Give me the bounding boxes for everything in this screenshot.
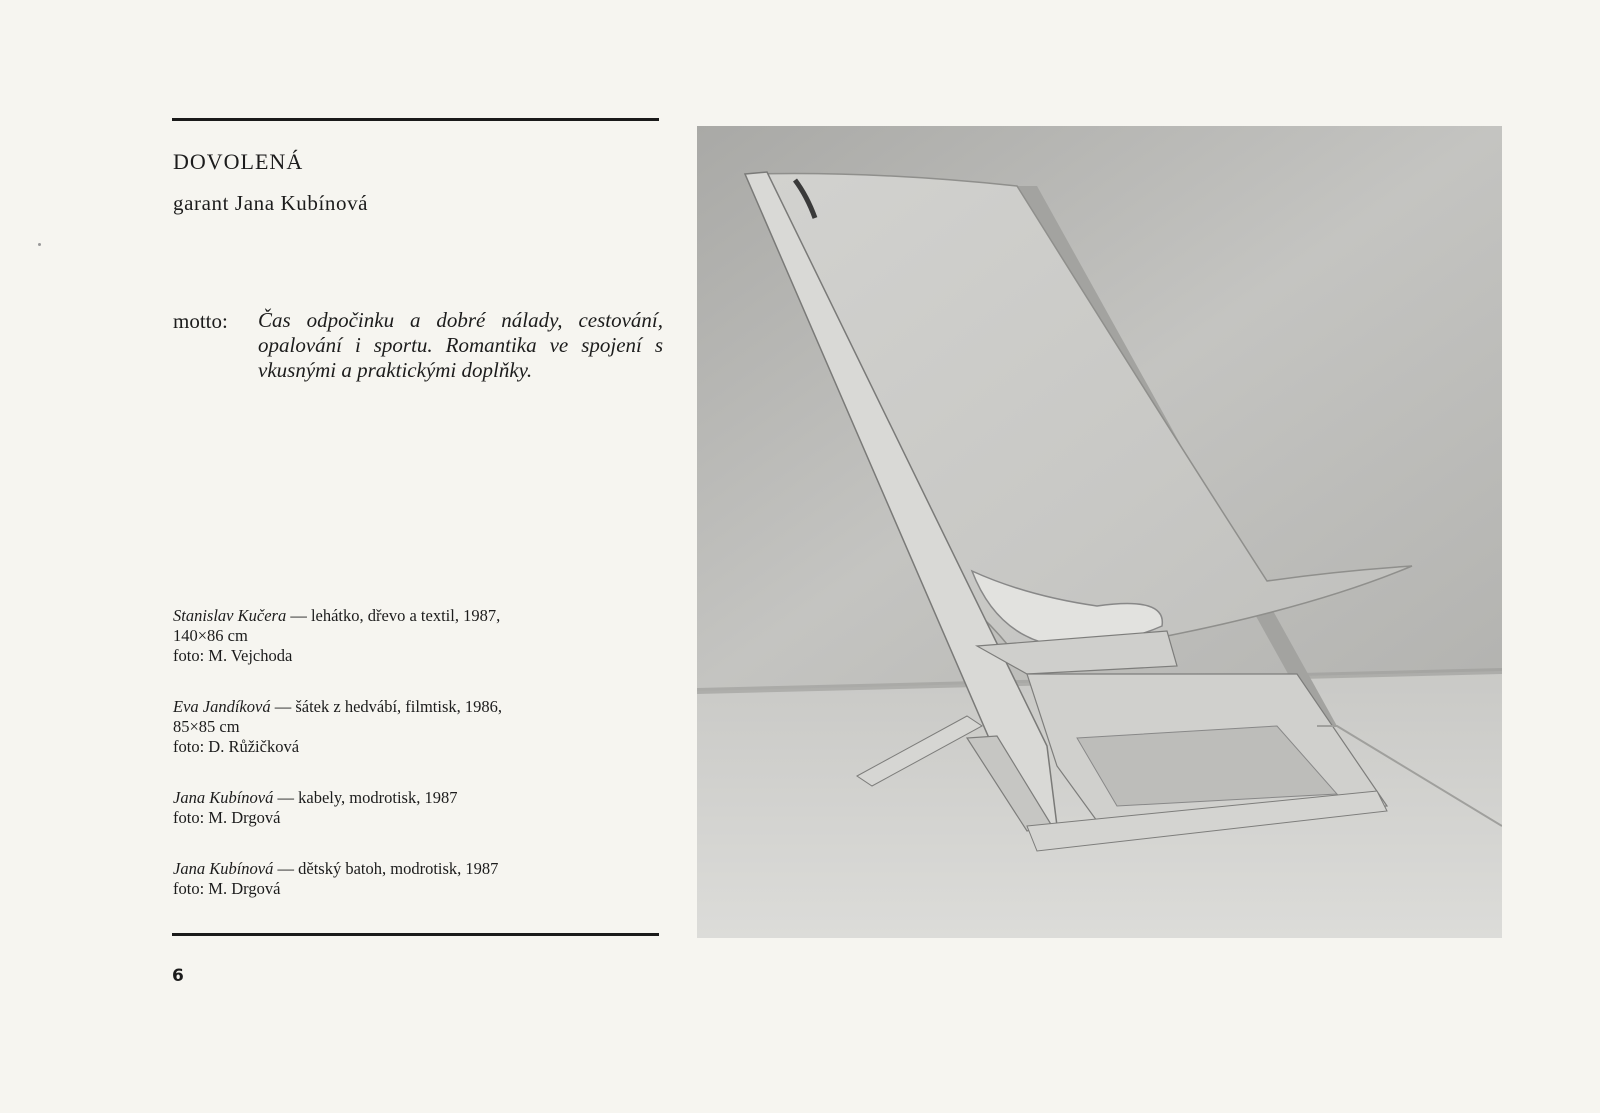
credit-item <box>173 788 663 828</box>
credit-dimensions: 140×86 cm <box>173 626 248 645</box>
motto-text: Čas odpočinku a dobré nálady, cestování, opalování i sportu. Romantika ve spojení s vkusnými a praktickými doplňky. <box>258 308 663 382</box>
motto-label: motto: <box>173 309 228 333</box>
credit-author: Eva Jandíková <box>173 697 271 716</box>
credit-item <box>173 697 663 757</box>
credit-author: Stanislav Kučera <box>173 606 287 625</box>
top-rule <box>172 118 659 121</box>
credit-photographer: foto: D. Růžičková <box>173 737 300 756</box>
credit-item <box>173 859 663 899</box>
bottom-rule <box>172 933 659 936</box>
section-title: DOVOLENÁ <box>173 149 304 174</box>
credit-dimensions: 85×85 cm <box>173 717 240 736</box>
page-number: 6 <box>172 966 184 986</box>
credit-description: — kabely, modrotisk, 1987 <box>277 788 458 807</box>
credit-author: Jana Kubínová <box>173 859 274 878</box>
credit-description: — lehátko, dřevo a textil, 1987, <box>290 606 501 625</box>
credit-photographer: foto: M. Drgová <box>173 808 281 827</box>
credit-item <box>173 606 663 666</box>
credit-photographer: foto: M. Vejchoda <box>173 646 293 665</box>
credit-author: Jana Kubínová <box>173 788 274 807</box>
credit-description: — šátek z hedvábí, filmtisk, 1986, <box>274 697 503 716</box>
photo-credits <box>173 606 663 930</box>
chair-photo <box>697 126 1502 938</box>
chair-illustration <box>697 126 1502 938</box>
credit-photographer: foto: M. Drgová <box>173 879 281 898</box>
guarantor-line: garant Jana Kubínová <box>173 191 369 215</box>
paper-speck <box>38 243 41 246</box>
credit-description: — dětský batoh, modrotisk, 1987 <box>277 859 499 878</box>
